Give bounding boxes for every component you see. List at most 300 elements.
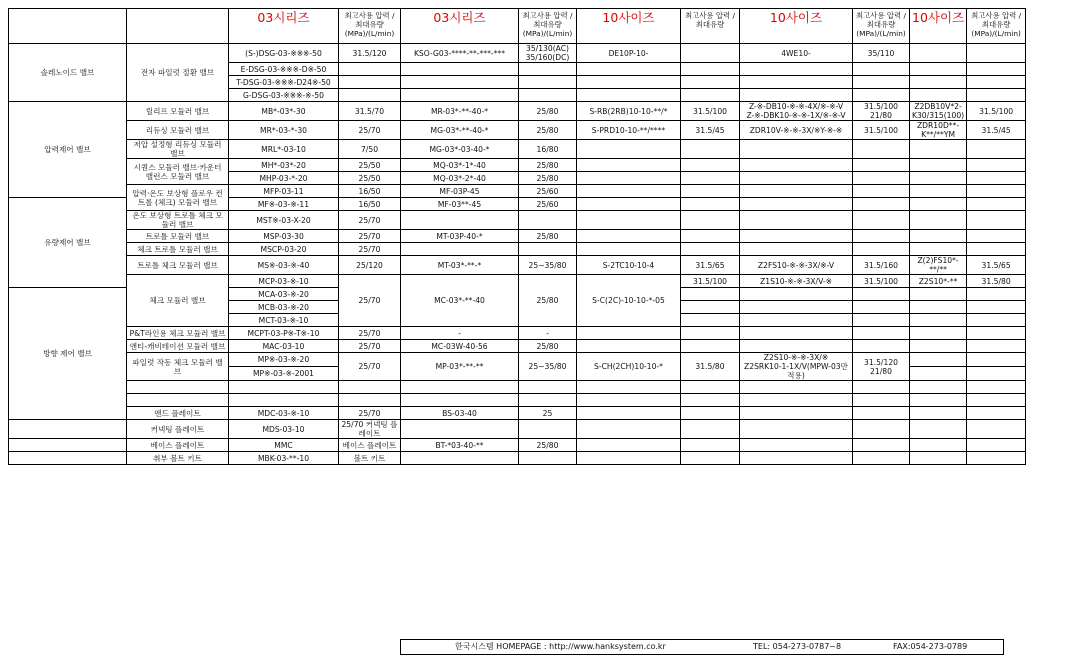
table-row [9, 121, 1026, 140]
pressure-flow-cell [519, 394, 577, 407]
pressure-flow-cell: 25/70 [339, 230, 401, 243]
pressure-flow-cell: 25/80 [519, 102, 577, 121]
model-code-cell [740, 140, 853, 159]
model-code-cell [740, 314, 853, 327]
table-row [9, 452, 1026, 465]
pressure-flow-cell [967, 439, 1026, 452]
table-row [9, 275, 1026, 288]
model-code-cell [577, 243, 681, 256]
pressure-flow-cell [967, 185, 1026, 198]
pressure-flow-cell [967, 353, 1026, 367]
model-code-cell: MDC-03-※-10 [229, 407, 339, 420]
model-code-cell: MMC [229, 439, 339, 452]
pressure-flow-cell: 31.5/70 [339, 102, 401, 121]
pressure-flow-cell [519, 211, 577, 230]
model-code-cell: S-CH(2CH)10-10-* [577, 353, 681, 381]
model-code-cell [910, 452, 967, 465]
pressure-flow-cell [681, 439, 740, 452]
model-code-cell: T-DSG-03-※※※-D24※-50 [229, 76, 339, 89]
model-code-cell: MDS-03-10 [229, 420, 339, 439]
model-code-cell [910, 439, 967, 452]
pressure-flow-cell [853, 172, 910, 185]
model-code-cell: ZDR10D**-K**/**YM [910, 121, 967, 140]
pressure-flow-cell [519, 243, 577, 256]
pressure-flow-cell [967, 44, 1026, 63]
table-row [9, 256, 1026, 275]
product-name-cell: 전자 파일럿 절환 밸브 [127, 44, 229, 102]
product-name-cell: 리듀싱 모듈러 밸브 [127, 121, 229, 140]
model-code-cell: (S-)DSG-03-※※※-50 [229, 44, 339, 63]
pressure-flow-cell [339, 89, 401, 102]
pressure-flow-cell: 25/80 [519, 159, 577, 172]
pressure-flow-cell [967, 243, 1026, 256]
pressure-flow-cell: 25/70 [339, 340, 401, 353]
model-code-cell [740, 327, 853, 340]
model-code-cell [577, 185, 681, 198]
table-row [9, 420, 1026, 439]
pressure-flow-cell: 25/60 [519, 185, 577, 198]
model-code-cell [740, 243, 853, 256]
model-code-cell: MC-03W-40-56 [401, 340, 519, 353]
pressure-flow-cell [681, 314, 740, 327]
model-code-cell [910, 140, 967, 159]
pressure-flow-cell [519, 89, 577, 102]
pressure-flow-cell [967, 314, 1026, 327]
pressure-flow-cell [967, 159, 1026, 172]
pressure-flow-cell [853, 381, 910, 394]
pressure-flow-cell [681, 452, 740, 465]
pressure-flow-cell [681, 230, 740, 243]
pressure-flow-cell [681, 44, 740, 63]
pressure-flow-cell: 31.5/100 21/80 [853, 102, 910, 121]
model-code-cell: Z-※-DB10-※-※-4X/※-※-V Z-※-DBK10-※-※-1X/※-※-V [740, 102, 853, 121]
table-row [9, 327, 1026, 340]
model-code-cell [740, 185, 853, 198]
model-code-cell [740, 452, 853, 465]
pressure-flow-cell [967, 452, 1026, 465]
series-header: 03시리즈 [401, 9, 519, 44]
model-code-cell [740, 288, 853, 301]
size-header: 10사이즈 [740, 9, 853, 44]
product-name-cell: 트로틀 체크 모듈러 밸브 [127, 256, 229, 275]
model-code-cell: MT-03P-40-* [401, 230, 519, 243]
table-row [9, 407, 1026, 420]
category-cell: 솔레노이드 밸브 [9, 44, 127, 102]
pressure-flow-cell [853, 185, 910, 198]
pressure-flow-cell: 31.5/120 21/80 [853, 353, 910, 381]
pressure-flow-cell [967, 340, 1026, 353]
model-code-cell: Z1S10-※-※-3X/V-※ [740, 275, 853, 288]
pressure-flow-cell [967, 198, 1026, 211]
model-code-cell [740, 340, 853, 353]
pressure-flow-cell [681, 172, 740, 185]
pressure-flow-cell: 35/110 [853, 44, 910, 63]
pressure-flow-cell [519, 452, 577, 465]
pressure-flow-cell [853, 301, 910, 314]
model-code-cell [910, 230, 967, 243]
model-code-cell: MP※-03-※-2001 [229, 367, 339, 381]
pressure-flow-cell: 25/50 [339, 172, 401, 185]
pressure-flow-cell [339, 63, 401, 76]
pressure-flow-cell [853, 394, 910, 407]
model-code-cell [910, 185, 967, 198]
series-header: 03시리즈 [229, 9, 339, 44]
model-code-cell [910, 76, 967, 89]
table-row [9, 102, 1026, 121]
model-code-cell [910, 407, 967, 420]
model-code-cell [910, 327, 967, 340]
model-code-cell [910, 314, 967, 327]
pressure-flow-header: 최고사용 압력 /최대유량 (MPa)/(L/min) [339, 9, 401, 44]
pressure-flow-cell [681, 63, 740, 76]
pressure-flow-cell [681, 243, 740, 256]
model-code-cell: BS-03-40 [401, 407, 519, 420]
table-row [9, 185, 1026, 198]
pressure-flow-cell [967, 288, 1026, 301]
pressure-flow-cell [519, 76, 577, 89]
model-code-cell: MG-03*-03-40-* [401, 140, 519, 159]
model-code-cell [577, 140, 681, 159]
pressure-flow-cell: 25/70 [339, 211, 401, 230]
pressure-flow-cell [967, 230, 1026, 243]
model-code-cell [577, 394, 681, 407]
model-code-cell [740, 63, 853, 76]
table-row [9, 211, 1026, 230]
model-code-cell: MQ-03*-1*-40 [401, 159, 519, 172]
pressure-flow-cell [853, 230, 910, 243]
category-cell: 방향 제어 밸브 [9, 288, 127, 420]
model-code-cell [401, 63, 519, 76]
model-code-cell: MQ-03*-2*-40 [401, 172, 519, 185]
pressure-flow-cell [967, 89, 1026, 102]
model-code-cell: S-2TC10-10-4 [577, 256, 681, 275]
pressure-flow-cell: 31.5/45 [967, 121, 1026, 140]
pressure-flow-cell [853, 407, 910, 420]
pressure-flow-cell: 31.5/100 [681, 275, 740, 288]
pressure-flow-cell: 25/80 [519, 230, 577, 243]
model-code-cell: MG-03*-**-40-* [401, 121, 519, 140]
pressure-flow-cell: 25/120 [339, 256, 401, 275]
model-code-cell: MAC-03-10 [229, 340, 339, 353]
header-blank [127, 9, 229, 44]
model-code-cell [401, 211, 519, 230]
model-code-cell: MRL*-03-10 [229, 140, 339, 159]
pressure-flow-cell: 25/80 [519, 275, 577, 327]
model-code-cell: MBK-03-**-10 [229, 452, 339, 465]
pressure-flow-cell [853, 159, 910, 172]
product-name-cell: 릴리프 모듈러 밸브 [127, 102, 229, 121]
pressure-flow-cell [853, 288, 910, 301]
model-code-cell [401, 381, 519, 394]
model-code-cell: G-DSG-03-※※※-※-50 [229, 89, 339, 102]
pressure-flow-cell [967, 63, 1026, 76]
model-code-cell [910, 211, 967, 230]
footer-bar [400, 639, 1004, 655]
header-row [9, 9, 1026, 44]
product-name-cell: 엔드 플레이트 [127, 407, 229, 420]
pressure-flow-cell [681, 381, 740, 394]
model-code-cell: MCB-03-※-20 [229, 301, 339, 314]
table-row [9, 44, 1026, 63]
pressure-flow-cell [681, 140, 740, 159]
table-row [9, 439, 1026, 452]
pressure-flow-cell: 25/70 [339, 121, 401, 140]
model-code-cell [910, 89, 967, 102]
model-code-cell: Z2S10-※-※-3X/※ Z2SRK10-1-1X/V(MPW-03만 적용) [740, 353, 853, 381]
model-code-cell: MB*-03*-30 [229, 102, 339, 121]
pressure-flow-cell [853, 327, 910, 340]
pressure-flow-cell [853, 314, 910, 327]
model-code-cell: MS※-03-※-40 [229, 256, 339, 275]
homepage-text: 한국시스템 HOMEPAGE : http://www.hanksystem.co.kr [455, 642, 666, 651]
pressure-flow-cell: 25/50 [339, 159, 401, 172]
model-code-cell [740, 394, 853, 407]
model-code-cell [401, 243, 519, 256]
pressure-flow-cell [967, 211, 1026, 230]
model-code-cell: KSO-G03-****-**-***-*** [401, 44, 519, 63]
model-code-cell [401, 394, 519, 407]
model-code-cell [910, 159, 967, 172]
model-code-cell: MCPT-03-P※-T※-10 [229, 327, 339, 340]
model-code-cell: MCA-03-※-20 [229, 288, 339, 301]
model-code-cell [577, 327, 681, 340]
pressure-flow-cell [339, 394, 401, 407]
table-row [9, 140, 1026, 159]
pressure-flow-cell [681, 394, 740, 407]
model-code-cell [910, 353, 967, 367]
model-code-cell: ZDR10V-※-※-3X/※Y-※-※ [740, 121, 853, 140]
model-code-cell [229, 394, 339, 407]
table-row [9, 230, 1026, 243]
pressure-flow-cell: 25/70 [339, 407, 401, 420]
pressure-flow-cell: 25~35/80 [519, 256, 577, 275]
pressure-flow-cell: 25/80 [519, 172, 577, 185]
pressure-flow-header: 최고사용 압력 /최대유량 (MPa)/(L/min) [967, 9, 1026, 44]
pressure-flow-cell: 25 [519, 407, 577, 420]
table-row [9, 340, 1026, 353]
model-code-cell [577, 230, 681, 243]
pressure-flow-cell: 31.5/80 [967, 275, 1026, 288]
pressure-flow-cell [339, 76, 401, 89]
model-code-cell [577, 63, 681, 76]
model-code-cell [910, 420, 967, 439]
pressure-flow-cell: 31.5/65 [967, 256, 1026, 275]
model-code-cell: S-RB(2RB)10-10-**/* [577, 102, 681, 121]
model-code-cell: S-C(2C)-10-10-*-05 [577, 275, 681, 327]
model-code-cell: MC-03*-**-40 [401, 275, 519, 327]
model-code-cell: MCT-03-※-10 [229, 314, 339, 327]
model-code-cell [740, 301, 853, 314]
model-code-cell [401, 452, 519, 465]
pressure-flow-cell [967, 327, 1026, 340]
pressure-flow-cell: 31.5/120 [339, 44, 401, 63]
model-code-cell [740, 381, 853, 394]
pressure-flow-cell [853, 63, 910, 76]
model-code-cell: MR-03*-**-40-* [401, 102, 519, 121]
product-name-cell: P&T라인용 체크 모듈러 밸브 [127, 327, 229, 340]
header-blank [9, 9, 127, 44]
model-code-cell: Z2S10*-** [910, 275, 967, 288]
model-code-cell [577, 198, 681, 211]
model-code-cell: Z2DB10V*2- K30/315(100) [910, 102, 967, 121]
pressure-flow-cell [853, 243, 910, 256]
model-code-cell [577, 76, 681, 89]
product-table [8, 8, 1026, 465]
pressure-flow-cell [853, 340, 910, 353]
pressure-flow-cell [681, 288, 740, 301]
pressure-flow-cell: 31.5/100 [681, 102, 740, 121]
pressure-flow-cell: 31.5/160 [853, 256, 910, 275]
category-cell [9, 420, 127, 439]
model-code-cell: MCP-03-※-10 [229, 275, 339, 288]
model-code-cell [577, 439, 681, 452]
product-name-cell: 저압 설정형 리듀싱 모듈러 밸브 [127, 140, 229, 159]
pressure-flow-cell [967, 301, 1026, 314]
pressure-flow-cell [967, 172, 1026, 185]
model-code-cell [740, 172, 853, 185]
model-code-cell [740, 76, 853, 89]
pressure-flow-cell: 25/80 [519, 439, 577, 452]
model-code-cell: MT-03*-**-* [401, 256, 519, 275]
pressure-flow-cell: 25/70 [339, 275, 401, 327]
model-code-cell [740, 159, 853, 172]
product-name-cell [127, 381, 229, 394]
product-name-cell [127, 394, 229, 407]
model-code-cell: Z2FS10-※-※-3X/※-V [740, 256, 853, 275]
model-code-cell: BT-*03-40-** [401, 439, 519, 452]
model-code-cell: - [401, 327, 519, 340]
model-code-cell [740, 420, 853, 439]
category-cell [9, 452, 127, 465]
product-name-cell: 앤티-캐비테이션 모듈러 밸브 [127, 340, 229, 353]
pressure-flow-cell [967, 367, 1026, 381]
pressure-flow-cell: 25/60 [519, 198, 577, 211]
model-code-cell [740, 439, 853, 452]
product-name-cell: 온도 보상형 트로틀 체크 모듈러 밸브 [127, 211, 229, 230]
model-code-cell [740, 89, 853, 102]
model-code-cell [910, 394, 967, 407]
model-code-cell [910, 172, 967, 185]
fax-text: FAX:054-273-0789 [893, 642, 968, 651]
pressure-flow-cell [853, 198, 910, 211]
pressure-flow-cell: 16/80 [519, 140, 577, 159]
model-code-cell [910, 63, 967, 76]
model-code-cell [740, 211, 853, 230]
model-code-cell: S-PRD10-10-**/**** [577, 121, 681, 140]
model-code-cell: MF-03**-45 [401, 198, 519, 211]
category-cell: 압력제어 밸브 [9, 102, 127, 198]
model-code-cell [577, 407, 681, 420]
pressure-flow-cell [681, 89, 740, 102]
pressure-flow-cell [519, 63, 577, 76]
pressure-flow-cell [853, 140, 910, 159]
pressure-flow-cell [519, 420, 577, 439]
pressure-flow-cell: 25/80 [519, 340, 577, 353]
model-code-cell [910, 367, 967, 381]
model-code-cell: E-DSG-03-※※※-D※-50 [229, 63, 339, 76]
model-code-cell [577, 381, 681, 394]
table-body [9, 44, 1026, 465]
pressure-flow-cell [519, 381, 577, 394]
model-code-cell [910, 44, 967, 63]
model-code-cell [740, 198, 853, 211]
model-code-cell [401, 420, 519, 439]
product-name-cell: 파일럿 작동 체크 모듈러 밸브 [127, 353, 229, 381]
model-code-cell [740, 230, 853, 243]
size-header: 10사이즈 [577, 9, 681, 44]
table-row [9, 353, 1026, 367]
model-code-cell [401, 89, 519, 102]
pressure-flow-cell: 25/70 [339, 243, 401, 256]
model-code-cell [910, 340, 967, 353]
model-code-cell [910, 381, 967, 394]
pressure-flow-cell [967, 381, 1026, 394]
pressure-flow-cell: 25/80 [519, 121, 577, 140]
pressure-flow-cell: 16/50 [339, 185, 401, 198]
model-code-cell: Z(2)FS10*-**/** [910, 256, 967, 275]
pressure-flow-cell [853, 452, 910, 465]
pressure-flow-cell [853, 420, 910, 439]
product-name-cell: 취부 볼트 키트 [127, 452, 229, 465]
product-name-cell: 베이스 플레이트 [127, 439, 229, 452]
product-name-cell: 압력·온도 보상형 플로우 컨트롤 (체크) 모듈러 밸브 [127, 185, 229, 211]
pressure-flow-cell: 베이스 플레이트 [339, 439, 401, 452]
model-code-cell: MP※-03-※-20 [229, 353, 339, 367]
product-name-cell: 트로틀 모듈러 밸브 [127, 230, 229, 243]
table-row [9, 243, 1026, 256]
pressure-flow-cell [681, 198, 740, 211]
pressure-flow-cell [967, 394, 1026, 407]
model-code-cell [229, 381, 339, 394]
model-code-cell: MH*-03*-20 [229, 159, 339, 172]
pressure-flow-cell [967, 420, 1026, 439]
pressure-flow-cell: 볼트 키트 [339, 452, 401, 465]
tel-text: TEL: 054-273-0787~8 [753, 642, 842, 651]
model-code-cell: MST※-03-X-20 [229, 211, 339, 230]
model-code-cell: MR*-03-*-30 [229, 121, 339, 140]
pressure-flow-cell: 25~35/80 [519, 353, 577, 381]
pressure-flow-header: 최고사용 압력 /최대유량 (MPa)/(L/min) [519, 9, 577, 44]
pressure-flow-cell [853, 211, 910, 230]
pressure-flow-cell: 7/50 [339, 140, 401, 159]
category-cell [9, 439, 127, 452]
pressure-flow-cell: 31.5/80 [681, 353, 740, 381]
model-code-cell [740, 407, 853, 420]
pressure-flow-cell [967, 407, 1026, 420]
model-code-cell [577, 211, 681, 230]
pressure-flow-cell [339, 381, 401, 394]
model-code-cell: MSCP-03-20 [229, 243, 339, 256]
model-code-cell [401, 76, 519, 89]
model-code-cell: MF-03P-45 [401, 185, 519, 198]
product-name-cell: 체크 트로틀 모듈러 밸브 [127, 243, 229, 256]
model-code-cell: MFP-03-11 [229, 185, 339, 198]
pressure-flow-cell [967, 140, 1026, 159]
pressure-flow-cell [681, 407, 740, 420]
pressure-flow-cell: 31.5/45 [681, 121, 740, 140]
pressure-flow-cell [681, 340, 740, 353]
pressure-flow-cell: 25/70 커넥팅 플레이트 [339, 420, 401, 439]
table-row [9, 159, 1026, 172]
pressure-flow-cell [853, 89, 910, 102]
pressure-flow-cell: 35/130(AC) 35/160(DC) [519, 44, 577, 63]
model-code-cell [910, 198, 967, 211]
model-code-cell: MP-03*-**-** [401, 353, 519, 381]
model-code-cell [910, 243, 967, 256]
pressure-flow-cell: 25/70 [339, 327, 401, 340]
product-name-cell: 시퀀스 모듈러 밸브·카운터 밸런스 모듈러 밸브 [127, 159, 229, 185]
model-code-cell: 4WE10- [740, 44, 853, 63]
